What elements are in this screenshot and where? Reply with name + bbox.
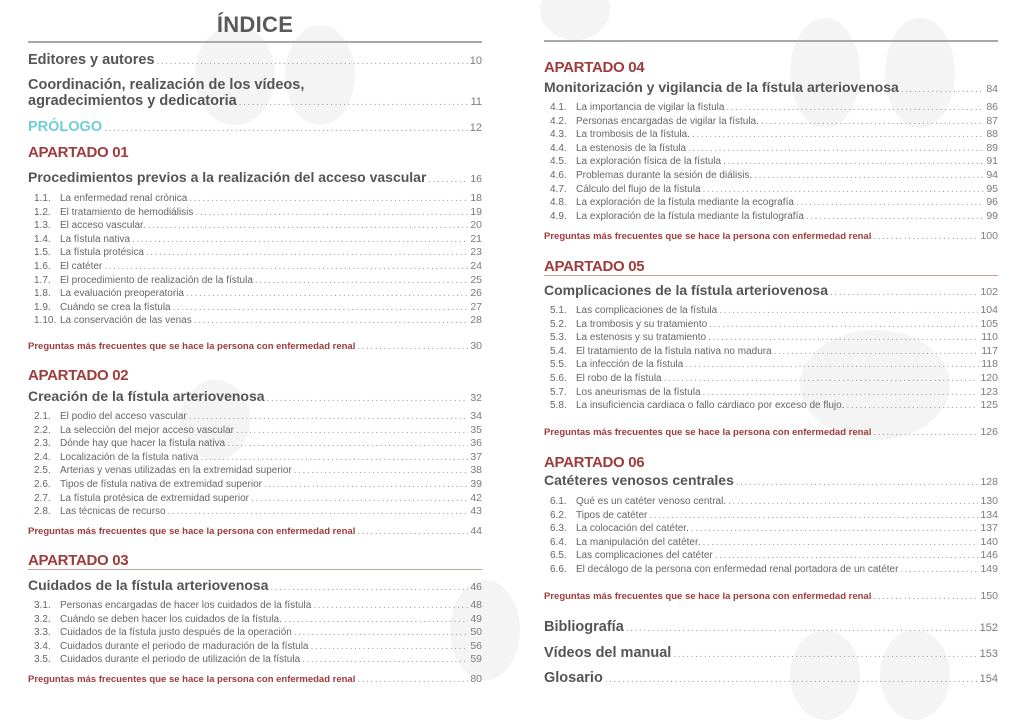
subentry-page: 26	[470, 287, 482, 300]
dot-leader	[806, 211, 984, 222]
apartado-06-heading: APARTADO 06	[544, 454, 645, 471]
subentry-label: La estenosis de la fístula	[576, 142, 687, 154]
subentry-page: 49	[470, 612, 482, 625]
dot-leader	[255, 275, 468, 286]
subentry-label: Tipos de catéter	[576, 509, 648, 521]
dot-leader	[168, 506, 469, 517]
subentry-page: 125	[980, 399, 998, 412]
toc-subentry[interactable]	[34, 192, 482, 204]
toc-subentry[interactable]	[550, 318, 998, 330]
toc-subentry[interactable]	[550, 183, 998, 195]
subentry-number: 6.5.	[550, 550, 567, 562]
subentry-label: La importancia de vigilar la fístula	[576, 102, 725, 113]
subentry-number: 6.4.	[550, 536, 567, 548]
subentry-number: 1.3.	[34, 220, 51, 232]
dot-leader	[754, 170, 984, 181]
subentry-label: La trombosis y su tratamiento	[576, 318, 708, 330]
subentry-label: La insuficiencia cardiaca o fallo cardiaco por exceso de flujo.	[576, 400, 845, 412]
subentry-number: 1.5.	[34, 247, 51, 259]
subentry-label: La conservación de las venas	[60, 315, 192, 327]
subentry-label: El catéter	[60, 261, 103, 272]
dot-leader	[703, 387, 979, 398]
subentry-number: 1.6.	[34, 261, 51, 272]
dot-leader	[726, 102, 984, 113]
subentry-label: Problemas durante la sesión de diálisis.	[576, 170, 753, 181]
dot-leader	[709, 319, 978, 330]
subentry-label: La colocación del catéter.	[576, 523, 689, 535]
subentry-number: 2.4.	[34, 451, 51, 463]
toc-subentry[interactable]	[550, 304, 998, 316]
subentry-page: 86	[986, 101, 998, 113]
subentry-page: 59	[470, 653, 482, 666]
dot-leader	[284, 614, 468, 625]
dot-leader	[294, 465, 469, 476]
subentry-label: El tratamiento de hemodiálisis	[60, 206, 194, 218]
toc-subentry[interactable]	[34, 206, 482, 218]
subentry-label: La selección del mejor acceso vascular	[60, 424, 234, 436]
subentry-page: 48	[470, 599, 482, 611]
subentry-page: 149	[980, 563, 998, 575]
toc-subentry[interactable]	[34, 478, 482, 490]
subentry-label: Cuidados de la fístula justo después de la operación	[60, 627, 292, 639]
toc-subentry[interactable]	[34, 613, 482, 625]
dot-leader	[685, 359, 979, 370]
subentry-label: La fístula nativa	[60, 233, 131, 245]
toc-entry-prologo[interactable]: PRÓLOGO . . . 12	[28, 119, 482, 135]
dot-leader	[728, 496, 978, 507]
dot-leader	[900, 564, 978, 575]
subentry-page: 146	[980, 549, 998, 562]
toc-entry-videos[interactable]: Vídeos del manual . . . 153	[544, 645, 998, 661]
apartado-02-heading: APARTADO 02	[28, 367, 129, 384]
toc-subentry[interactable]	[34, 505, 482, 517]
toc-subentry[interactable]	[34, 437, 482, 449]
toc-subentry[interactable]	[34, 626, 482, 638]
toc-subentry[interactable]	[550, 358, 998, 370]
toc-subentry[interactable]	[34, 287, 482, 299]
subentry-number: 5.6.	[550, 373, 567, 384]
apartado-05-heading: APARTADO 05	[544, 258, 998, 276]
subentry-label: Cálculo del flujo de la fístula	[576, 183, 701, 195]
faq-entry-01[interactable]: Preguntas más frecuentes que se hace la persona con enfermedad renal . . . 30	[28, 340, 482, 352]
dot-leader	[691, 523, 979, 534]
subentry-label: La infección de la fístula	[576, 359, 684, 371]
dot-leader	[302, 654, 468, 665]
subentry-page: 89	[986, 141, 998, 154]
toc-subentry[interactable]	[34, 653, 482, 665]
subentry-number: 6.2.	[550, 509, 567, 521]
subentry-number: 4.8.	[550, 197, 567, 209]
subentry-number: 5.1.	[550, 305, 567, 316]
toc-subentry[interactable]	[550, 345, 998, 357]
subentry-page: 21	[470, 232, 482, 245]
subentry-label: El acceso vascular.	[60, 220, 146, 232]
subentry-number: 4.2.	[550, 115, 567, 127]
subentry-page: 19	[470, 205, 482, 218]
dot-leader	[236, 425, 468, 436]
toc-subentry[interactable]	[550, 495, 998, 507]
subentry-number: 2.8.	[34, 506, 51, 518]
subentry-label: Qué es un catéter venoso central.	[576, 496, 727, 507]
subentry-label: La exploración física de la fístula	[576, 156, 722, 168]
chapter-04[interactable]: Monitorización y vigilancia de la fístula arteriovenosa . . . 84	[544, 79, 998, 95]
dot-leader	[132, 234, 468, 245]
toc-entry-coordinacion-line1[interactable]: Coordinación, realización de los vídeos,	[28, 77, 305, 93]
subentry-label: La fístula protésica	[60, 247, 144, 259]
subentry-page: 39	[470, 478, 482, 490]
subentry-label: La trombosis de la fístula.	[576, 129, 690, 141]
subentry-number: 1.8.	[34, 288, 51, 300]
subentry-page: 38	[470, 464, 482, 477]
subentry-label: Dónde hay que hacer la fístula nativa	[60, 438, 226, 450]
dot-leader	[708, 332, 979, 343]
subentry-number: 1.7.	[34, 274, 51, 286]
subentry-page: 137	[980, 522, 998, 535]
subentry-page: 87	[986, 114, 998, 127]
subentry-label: Cuándo se crea la fístula	[60, 301, 171, 313]
subentry-page: 34	[470, 410, 482, 422]
subentry-number: 2.2.	[34, 424, 51, 436]
subentry-page: 35	[470, 423, 482, 436]
subentry-number: 4.7.	[550, 183, 567, 195]
dot-leader	[649, 510, 978, 521]
subentry-number: 4.3.	[550, 129, 567, 141]
subentry-label: La fístula protésica de extremidad superior	[60, 492, 249, 504]
dot-leader	[761, 116, 984, 127]
subentry-label: Las complicaciones del catéter	[576, 550, 713, 562]
dot-leader	[703, 537, 979, 548]
subentry-number: 5.5.	[550, 359, 567, 371]
dot-leader	[719, 305, 978, 316]
subentry-number: 6.6.	[550, 564, 567, 575]
subentry-page: 36	[470, 437, 482, 450]
subentry-page: 99	[986, 209, 998, 222]
subentry-label: Cuidados durante el periodo de maduración de la fístula	[60, 640, 309, 652]
subentry-page: 18	[470, 192, 482, 204]
subentry-page: 43	[470, 505, 482, 518]
toc-subentry[interactable]	[34, 492, 482, 504]
toc-subentry[interactable]	[34, 219, 482, 231]
subentry-number: 6.1.	[550, 496, 567, 507]
dot-leader	[688, 143, 984, 154]
subentry-page: 120	[980, 372, 998, 384]
subentry-label: Los aneurismas de la fístula	[576, 386, 701, 398]
subentry-page: 123	[980, 385, 998, 398]
toc-subentry[interactable]	[34, 274, 482, 286]
subentry-number: 2.3.	[34, 438, 51, 450]
subentry-number: 3.4.	[34, 640, 51, 652]
toc-subentry[interactable]	[550, 101, 998, 113]
subentry-number: 4.5.	[550, 156, 567, 168]
watermark-shape	[195, 25, 275, 125]
subentry-number: 2.6.	[34, 479, 51, 490]
faq-entry-02[interactable]: Preguntas más frecuentes que se hace la persona con enfermedad renal . . . 44	[28, 525, 482, 537]
dot-leader	[195, 207, 468, 218]
dot-leader	[189, 411, 469, 422]
faq-entry-03[interactable]: Preguntas más frecuentes que se hace la persona con enfermedad renal . . . 80	[28, 673, 482, 685]
toc-subentry[interactable]	[34, 451, 482, 463]
toc-subentry[interactable]	[550, 509, 998, 521]
dot-leader	[774, 346, 980, 357]
subentry-label: Cuándo se deben hacer los cuidados de la fístula.	[60, 613, 282, 625]
toc-subentry[interactable]	[550, 386, 998, 398]
subentry-number: 1.4.	[34, 233, 51, 245]
subentry-label: El tratamiento de la fístula nativa no madura	[576, 345, 772, 357]
toc-subentry[interactable]	[34, 246, 482, 258]
subentry-number: 5.2.	[550, 318, 567, 330]
toc-subentry[interactable]	[550, 331, 998, 343]
subentry-number: 4.1.	[550, 102, 567, 113]
subentry-page: 130	[980, 495, 998, 507]
dot-leader	[227, 438, 468, 449]
subentry-label: La exploración de la fístula mediante la fistulografía	[576, 210, 804, 222]
dot-leader	[847, 400, 979, 411]
subentry-page: 140	[980, 535, 998, 548]
chapter-02[interactable]: Creación de la fístula arteriovenosa . . . 32	[28, 388, 482, 404]
toc-subentry[interactable]	[550, 169, 998, 181]
subentry-label: Cuidados durante el periodo de utilización de la fístula	[60, 654, 301, 666]
subentry-label: La enfermedad renal crónica	[60, 193, 188, 204]
chapter-06[interactable]: Catéteres venosos centrales . . . 128	[544, 472, 998, 488]
dot-leader	[796, 197, 984, 208]
apartado-04-heading: APARTADO 04	[544, 59, 645, 76]
toc-subentry[interactable]	[550, 128, 998, 140]
dot-leader	[194, 315, 469, 326]
toc-subentry[interactable]	[34, 640, 482, 652]
toc-subentry[interactable]	[550, 522, 998, 534]
faq-entry-04[interactable]: Preguntas más frecuentes que se hace la persona con enfermedad renal . . . 100	[544, 230, 998, 242]
faq-entry-05[interactable]: Preguntas más frecuentes que se hace la persona con enfermedad renal . . . 126	[544, 426, 998, 438]
dot-leader	[186, 288, 468, 299]
dot-leader	[723, 156, 984, 167]
toc-subentry[interactable]	[34, 410, 482, 422]
subentry-page: 96	[986, 196, 998, 209]
subentry-number: 1.10.	[34, 315, 57, 327]
chapter-01[interactable]: Procedimientos previos a la realización del acceso vascular . . . 16	[28, 169, 482, 185]
subentry-number: 4.4.	[550, 142, 567, 154]
toc-subentry[interactable]	[550, 142, 998, 154]
subentry-page: 25	[470, 273, 482, 286]
chapter-03[interactable]: Cuidados de la fístula arteriovenosa . . . 46	[28, 577, 482, 593]
toc-entry-editores[interactable]: Editores y autores . . . 10	[28, 52, 482, 68]
dot-leader	[664, 373, 979, 384]
dot-leader	[311, 641, 469, 652]
subentry-page: 91	[986, 155, 998, 168]
subentry-page: 23	[470, 246, 482, 259]
toc-subentry[interactable]	[34, 301, 482, 313]
toc-entry-glosario[interactable]: Glosario . . . 154	[544, 670, 998, 686]
subentry-label: Las técnicas de recurso	[60, 506, 166, 518]
subentry-page: 94	[986, 169, 998, 181]
subentry-label: Personas encargadas de vigilar la fístula.	[576, 115, 759, 127]
dot-leader	[703, 184, 985, 195]
subentry-label: Personas encargadas de hacer los cuidados de la fístula	[60, 600, 312, 611]
subentry-label: El decálogo de la persona con enfermedad renal portadora de un catéter	[576, 564, 899, 575]
subentry-page: 95	[986, 182, 998, 195]
subentry-number: 2.7.	[34, 492, 51, 504]
subentry-label: La estenosis y su tratamiento	[576, 332, 707, 344]
toc-subentry[interactable]	[550, 155, 998, 167]
toc-subentry[interactable]	[550, 210, 998, 222]
subentry-number: 4.6.	[550, 170, 567, 181]
subentry-label: Localización de la fístula nativa	[60, 451, 199, 463]
dot-leader	[173, 302, 469, 313]
dot-leader	[264, 479, 468, 490]
subentry-label: La exploración de la fístula mediante la ecografía	[576, 197, 794, 209]
subentry-label: Arterias y venas utilizadas en la extremidad superior	[60, 465, 292, 477]
subentry-number: 3.3.	[34, 627, 51, 639]
title-rule	[544, 40, 998, 42]
subentry-page: 118	[981, 358, 998, 371]
toc-subentry[interactable]	[34, 599, 482, 611]
subentry-label: El podio del acceso vascular	[60, 411, 187, 422]
toc-subentry[interactable]	[550, 563, 998, 575]
toc-subentry[interactable]	[34, 424, 482, 436]
subentry-number: 1.2.	[34, 206, 51, 218]
subentry-number: 4.9.	[550, 210, 567, 222]
toc-subentry[interactable]	[550, 549, 998, 561]
toc-entry-coordinacion[interactable]: agradecimientos y dedicatoria . . . 11	[28, 93, 482, 109]
subentry-label: El procedimiento de realización de la fístula	[60, 274, 253, 286]
subentry-number: 3.1.	[34, 600, 51, 611]
subentry-label: La manipulación del catéter.	[576, 536, 701, 548]
page-title: ÍNDICE	[216, 12, 294, 37]
subentry-number: 1.9.	[34, 301, 51, 313]
subentry-page: 56	[470, 639, 482, 652]
toc-subentry[interactable]	[34, 233, 482, 245]
dot-leader	[146, 247, 468, 258]
toc-subentry[interactable]	[550, 399, 998, 411]
faq-entry-06[interactable]: Preguntas más frecuentes que se hace la persona con enfermedad renal . . . 150	[544, 590, 998, 602]
subentry-page: 27	[470, 300, 482, 313]
subentry-page: 24	[470, 260, 482, 272]
subentry-page: 134	[980, 508, 998, 521]
dot-leader	[251, 493, 468, 504]
dot-leader	[313, 600, 468, 611]
subentry-number: 5.3.	[550, 332, 567, 344]
toc-subentry[interactable]	[34, 260, 482, 272]
subentry-number: 3.5.	[34, 654, 51, 666]
dot-leader	[692, 129, 984, 140]
toc-entry-bibliografia[interactable]: Bibliografía . . . 152	[544, 619, 998, 635]
toc-subentry[interactable]	[550, 536, 998, 548]
subentry-label: La evaluación preoperatoria	[60, 288, 184, 300]
subentry-number: 3.2.	[34, 613, 51, 625]
subentry-number: 2.1.	[34, 411, 51, 422]
toc-subentry[interactable]	[34, 464, 482, 476]
subentry-page: 20	[470, 219, 482, 232]
subentry-number: 5.7.	[550, 386, 567, 398]
toc-subentry[interactable]	[550, 196, 998, 208]
subentry-page: 105	[980, 317, 998, 330]
dot-leader	[148, 220, 469, 231]
subentry-label: El robo de la fístula	[576, 373, 662, 384]
chapter-05[interactable]: Complicaciones de la fístula arteriovenosa . . . 102	[544, 282, 998, 298]
subentry-page: 28	[470, 314, 482, 327]
dot-leader	[104, 261, 468, 272]
toc-subentry[interactable]	[34, 314, 482, 326]
dot-leader	[200, 452, 468, 463]
dot-leader	[294, 627, 468, 638]
toc-subentry[interactable]	[550, 115, 998, 127]
watermark-shape	[540, 0, 610, 40]
apartado-01-heading: APARTADO 01	[28, 144, 129, 161]
subentry-page: 110	[981, 331, 998, 344]
dot-leader	[715, 550, 979, 561]
subentry-page: 104	[980, 304, 998, 316]
toc-subentry[interactable]	[550, 372, 998, 384]
subentry-number: 1.1.	[34, 193, 51, 204]
subentry-page: 117	[981, 344, 998, 357]
subentry-page: 42	[470, 491, 482, 504]
subentry-number: 6.3.	[550, 523, 567, 535]
subentry-label: Las complicaciones de la fístula	[576, 305, 718, 316]
dot-leader	[189, 193, 468, 204]
subentry-number: 5.8.	[550, 400, 567, 412]
apartado-03-heading: APARTADO 03	[28, 552, 482, 570]
watermark-shape	[285, 25, 355, 125]
title-rule	[28, 41, 482, 43]
subentry-label: Tipos de fístula nativa de extremidad superior	[60, 479, 262, 490]
subentry-page: 50	[470, 626, 482, 639]
subentry-number: 2.5.	[34, 465, 51, 477]
subentry-page: 37	[470, 450, 482, 463]
subentry-number: 5.4.	[550, 345, 567, 357]
subentry-page: 88	[986, 128, 998, 141]
